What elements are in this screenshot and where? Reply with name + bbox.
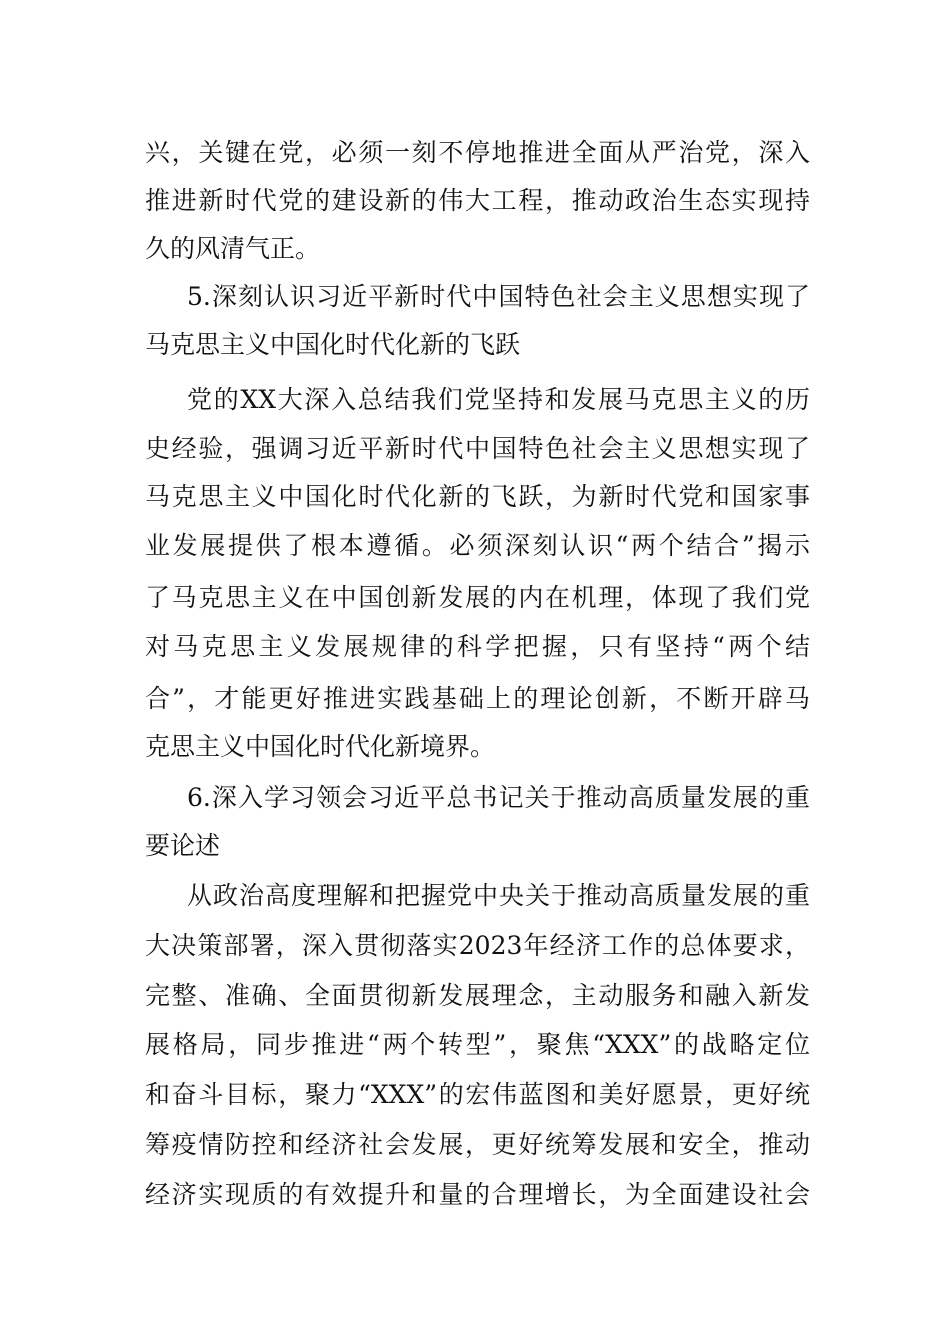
body-text-line: 兴，关键在党，必须一刻不停地推进全面从严治党，深入 [145,138,810,167]
body-text-line: 马克思主义中国化时代化新的飞跃，为新时代党和国家事 [145,482,810,511]
section-heading-6-continued: 要论述 [145,831,221,860]
body-text-line: 合”，才能更好推进实践基础上的理论创新，不断开辟马 [145,684,810,713]
section-heading-5: 5.深刻认识习近平新时代中国特色社会主义思想实现了 [187,282,810,311]
body-text-line: 对马克思主义发展规律的科学把握，只有坚持“两个结 [145,632,810,661]
body-text-line: 久的风清气正。 [145,234,321,263]
body-text-line: 业发展提供了根本遵循。必须深刻认识“两个结合”揭示 [145,531,810,560]
body-text-line: 了马克思主义在中国创新发展的内在机理，体现了我们党 [145,583,810,612]
body-text-line: 从政治高度理解和把握党中央关于推动高质量发展的重 [187,881,810,910]
section-heading-5-continued: 马克思主义中国化时代化新的飞跃 [145,330,521,359]
body-text-line: 党的XX大深入总结我们党坚持和发展马克思主义的历 [187,385,810,414]
body-text-line: 克思主义中国化时代化新境界。 [145,732,496,761]
body-text-line: 展格局，同步推进“两个转型”，聚焦“XXX”的战略定位 [145,1030,810,1059]
body-text-line: 经济实现质的有效提升和量的合理增长，为全面建设社会 [145,1180,810,1209]
body-text-line: 推进新时代党的建设新的伟大工程，推动政治生态实现持 [145,186,810,215]
body-text-line: 完整、准确、全面贯彻新发展理念，主动服务和融入新发 [145,981,810,1010]
body-text-line: 筹疫情防控和经济社会发展，更好统筹发展和安全，推动 [145,1130,810,1159]
body-text-line: 和奋斗目标，聚力“XXX”的宏伟蓝图和美好愿景，更好统 [145,1080,810,1109]
body-text-line: 大决策部署，深入贯彻落实2023年经济工作的总体要求， [145,931,810,960]
body-text-line: 史经验，强调习近平新时代中国特色社会主义思想实现了 [145,434,810,463]
section-heading-6: 6.深入学习领会习近平总书记关于推动高质量发展的重 [187,783,810,812]
